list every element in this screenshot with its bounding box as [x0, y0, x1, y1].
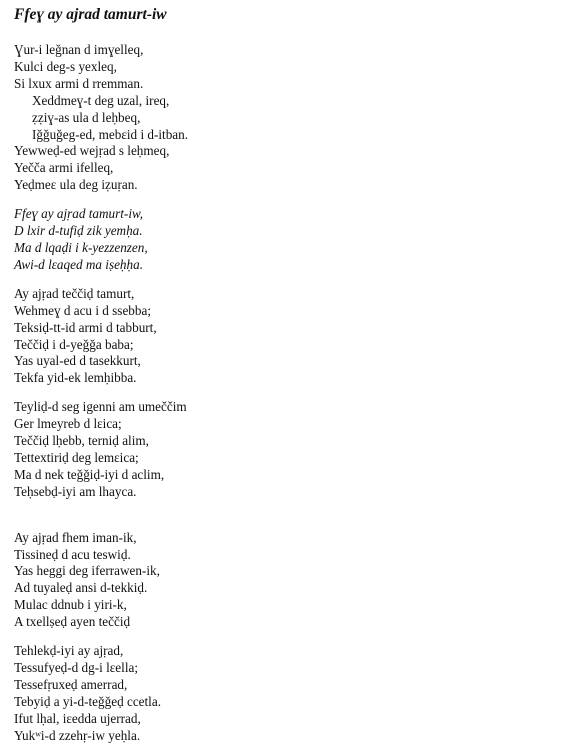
stanza-3 — [14, 286, 554, 387]
stanza-3-line-5: Yas uyal-ed d tasekkurt, — [14, 353, 141, 369]
stanza-4-line-5: Ma d nek teǧǧiḍ-iyi d aclim, — [14, 466, 165, 482]
stanza-4-line-1: Teyliḍ-d seg igenni am umeččim — [14, 399, 187, 415]
stanza-6-line-3: Tessefṛuxeḍ amerrad, — [14, 676, 128, 692]
stanza-1-line-3: Si lxux armi d rremman. — [14, 75, 144, 91]
stanza-1-line-1: Ɣur-i leǧnan d imɣelleq, — [14, 42, 144, 57]
stanza-6 — [14, 643, 554, 744]
stanza-1-line-6: Iǧǧuǧeg-ed, mebεid i d-itban. — [32, 126, 189, 142]
stanza-4-line-4: Tettextiriḍ deg lemεica; — [14, 449, 139, 465]
stanza-1-line-7: Yewweḍ-ed wejṛad s leḥmeq, — [14, 143, 170, 159]
stanza-4-line-2: Ger lmeyreb d lεica; — [14, 416, 122, 432]
stanza-5-line-3: Yas heggi deg iferrawen-ik, — [14, 563, 160, 579]
stanza-1-line-2: Kulci deg-s yexleq, — [14, 58, 117, 74]
stanza-5-line-1: Ay ajṛad fhem iman-ik, — [14, 529, 137, 545]
stanza-3-line-1: Ay ajṛad teččiḍ tamurt, — [14, 285, 135, 301]
stanza-1-line-5: ẓẓiɣ-as ula d leḥbeq, — [32, 109, 141, 125]
stanza-6-line-1: Tehlekḍ-iyi ay ajṛad, — [14, 643, 124, 659]
stanza-3-line-2: Wehmeɣ d acu i d ssebba; — [14, 302, 151, 318]
stanza-4 — [14, 399, 554, 500]
stanza-4-line-6: Teḥsebḍ-iyi am lhayca. — [14, 483, 137, 499]
stanza-2-line-2: D lxir d-tufiḍ zik yemḥa. — [14, 223, 143, 239]
stanza-5-line-4: Ad tuyaleḍ ansi d-tekkiḍ. — [14, 580, 148, 596]
stanza-5-line-5: Mulac ddnub i yiri-k, — [14, 597, 127, 613]
stanza-1-line-4: Xeddmeɣ-t deg uzal, ireq, — [32, 92, 170, 108]
stanza-5-line-6: A txellṣeḍ ayen teččiḍ — [14, 614, 131, 630]
stanza-3-line-6: Tekfa yid-ek lemḥibba. — [14, 370, 137, 386]
poem-title: Ffeɣ ay ajrad tamurt-iw — [14, 6, 167, 23]
stanza-1 — [14, 42, 554, 194]
stanza-2-line-1: Ffeɣ ay ajṛad tamurt-iw, — [14, 206, 144, 222]
stanza-3-line-3: Teksiḍ-tt-id armi d tabburt, — [14, 319, 157, 335]
stanza-1-line-8: Yečča armi ifelleq, — [14, 160, 114, 176]
stanza-2-refrain — [14, 206, 554, 274]
stanza-1-line-9: Yeḍmeε ula deg iẓuṛan. — [14, 177, 138, 193]
stanza-4-line-3: Teččiḍ lḥebb, terniḍ alim, — [14, 433, 149, 449]
stanza-2-line-4: Awi-d lεaqed ma iṣeḥḥa. — [14, 256, 144, 272]
stanza-6-line-2: Tessufyeḍ-d dg-i lεella; — [14, 660, 138, 675]
stanza-6-line-4: Tebyiḍ a yi-d-teǧǧeḍ ccetla. — [14, 693, 161, 709]
stanza-3-line-4: Teččiḍ i d-yeǧǧa baba; — [14, 336, 134, 352]
poem-page — [14, 0, 554, 745]
stanza-5 — [14, 530, 554, 631]
stanza-2-line-3: Ma d lqaḍi i k-yezzenzen, — [14, 239, 148, 255]
stanza-6-line-6: Yukʷi-d zzehṛ-iw yeḥla. — [14, 727, 141, 743]
stanza-5-line-2: Tissineḍ d acu teswiḍ. — [14, 546, 131, 562]
stanza-6-line-5: Ifut lḥal, iεedda ujerrad, — [14, 710, 141, 726]
